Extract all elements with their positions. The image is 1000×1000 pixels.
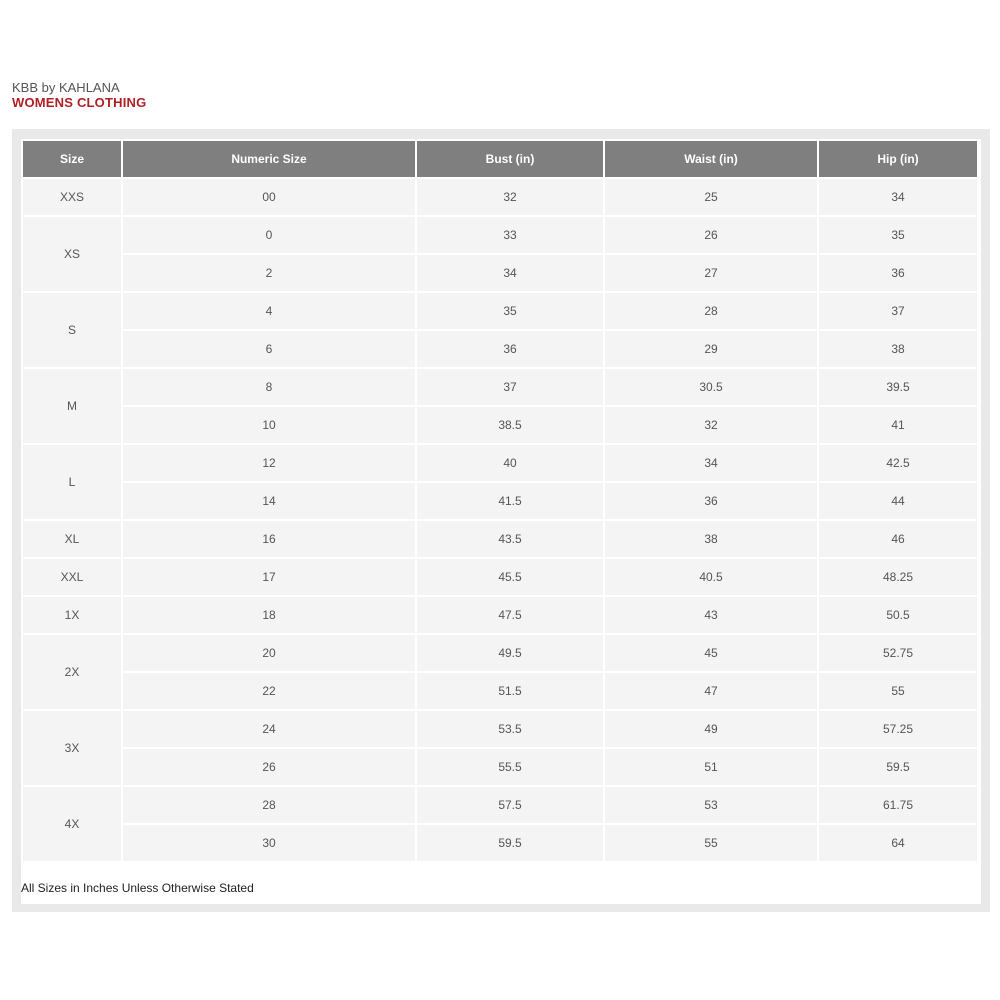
- waist-cell: 45: [605, 635, 817, 671]
- table-row: [23, 673, 977, 709]
- waist-cell: 34: [605, 445, 817, 481]
- bust-cell: 51.5: [417, 673, 603, 709]
- table-row: [23, 559, 977, 595]
- size-label-cell: 2X: [23, 635, 121, 709]
- size-label-cell: XL: [23, 521, 121, 557]
- numeric-size-cell: 8: [123, 369, 415, 405]
- table-row: [23, 483, 977, 519]
- table-row: [23, 179, 977, 215]
- bust-cell: 36: [417, 331, 603, 367]
- numeric-size-cell: 16: [123, 521, 415, 557]
- table-row: [23, 749, 977, 785]
- waist-cell: 30.5: [605, 369, 817, 405]
- numeric-size-cell: 6: [123, 331, 415, 367]
- hip-cell: 55: [819, 673, 977, 709]
- numeric-size-cell: 24: [123, 711, 415, 747]
- waist-cell: 26: [605, 217, 817, 253]
- bust-cell: 34: [417, 255, 603, 291]
- numeric-size-cell: 17: [123, 559, 415, 595]
- table-row: [23, 635, 977, 671]
- numeric-size-cell: 2: [123, 255, 415, 291]
- waist-cell: 36: [605, 483, 817, 519]
- hip-cell: 42.5: [819, 445, 977, 481]
- bust-cell: 37: [417, 369, 603, 405]
- table-row: [23, 407, 977, 443]
- bust-cell: 38.5: [417, 407, 603, 443]
- bust-cell: 53.5: [417, 711, 603, 747]
- size-label-cell: 4X: [23, 787, 121, 861]
- hip-cell: 59.5: [819, 749, 977, 785]
- bust-cell: 33: [417, 217, 603, 253]
- numeric-size-cell: 4: [123, 293, 415, 329]
- numeric-size-cell: 28: [123, 787, 415, 823]
- hip-cell: 50.5: [819, 597, 977, 633]
- table-row: [23, 597, 977, 633]
- waist-cell: 38: [605, 521, 817, 557]
- waist-cell: 49: [605, 711, 817, 747]
- table-row: [23, 445, 977, 481]
- size-label-cell: M: [23, 369, 121, 443]
- hip-cell: 38: [819, 331, 977, 367]
- bust-cell: 55.5: [417, 749, 603, 785]
- column-header-size: Size: [23, 141, 121, 177]
- size-chart-panel: [12, 129, 990, 912]
- column-header-bust: Bust (in): [417, 141, 603, 177]
- bust-cell: 45.5: [417, 559, 603, 595]
- table-row: [23, 787, 977, 823]
- bust-cell: 59.5: [417, 825, 603, 861]
- bust-cell: 49.5: [417, 635, 603, 671]
- hip-cell: 46: [819, 521, 977, 557]
- table-row: [23, 711, 977, 747]
- category-title: WOMENS CLOTHING: [12, 95, 147, 110]
- numeric-size-cell: 14: [123, 483, 415, 519]
- table-row: [23, 293, 977, 329]
- hip-cell: 44: [819, 483, 977, 519]
- size-chart-container: [21, 139, 981, 904]
- numeric-size-cell: 26: [123, 749, 415, 785]
- column-header-hip: Hip (in): [819, 141, 977, 177]
- table-row: [23, 255, 977, 291]
- footnote: All Sizes in Inches Unless Otherwise Stated: [21, 881, 254, 895]
- size-label-cell: XXS: [23, 179, 121, 215]
- table-row: [23, 825, 977, 861]
- table-body: [23, 179, 977, 861]
- hip-cell: 35: [819, 217, 977, 253]
- waist-cell: 27: [605, 255, 817, 291]
- size-table: [21, 139, 979, 863]
- size-label-cell: S: [23, 293, 121, 367]
- waist-cell: 47: [605, 673, 817, 709]
- brand-name: KBB by KAHLANA: [12, 80, 120, 95]
- numeric-size-cell: 22: [123, 673, 415, 709]
- hip-cell: 41: [819, 407, 977, 443]
- hip-cell: 36: [819, 255, 977, 291]
- size-label-cell: 3X: [23, 711, 121, 785]
- waist-cell: 53: [605, 787, 817, 823]
- waist-cell: 32: [605, 407, 817, 443]
- bust-cell: 40: [417, 445, 603, 481]
- waist-cell: 51: [605, 749, 817, 785]
- table-row: [23, 217, 977, 253]
- numeric-size-cell: 00: [123, 179, 415, 215]
- size-label-cell: XS: [23, 217, 121, 291]
- hip-cell: 39.5: [819, 369, 977, 405]
- table-row: [23, 331, 977, 367]
- hip-cell: 61.75: [819, 787, 977, 823]
- bust-cell: 41.5: [417, 483, 603, 519]
- column-header-waist: Waist (in): [605, 141, 817, 177]
- waist-cell: 25: [605, 179, 817, 215]
- numeric-size-cell: 30: [123, 825, 415, 861]
- waist-cell: 55: [605, 825, 817, 861]
- waist-cell: 28: [605, 293, 817, 329]
- bust-cell: 32: [417, 179, 603, 215]
- hip-cell: 34: [819, 179, 977, 215]
- numeric-size-cell: 10: [123, 407, 415, 443]
- size-label-cell: 1X: [23, 597, 121, 633]
- size-label-cell: XXL: [23, 559, 121, 595]
- size-label-cell: L: [23, 445, 121, 519]
- numeric-size-cell: 18: [123, 597, 415, 633]
- bust-cell: 35: [417, 293, 603, 329]
- table-header-row: [23, 141, 977, 177]
- waist-cell: 29: [605, 331, 817, 367]
- numeric-size-cell: 0: [123, 217, 415, 253]
- bust-cell: 47.5: [417, 597, 603, 633]
- numeric-size-cell: 12: [123, 445, 415, 481]
- waist-cell: 43: [605, 597, 817, 633]
- waist-cell: 40.5: [605, 559, 817, 595]
- hip-cell: 37: [819, 293, 977, 329]
- bust-cell: 57.5: [417, 787, 603, 823]
- hip-cell: 48.25: [819, 559, 977, 595]
- table-row: [23, 521, 977, 557]
- hip-cell: 52.75: [819, 635, 977, 671]
- column-header-numeric-size: Numeric Size: [123, 141, 415, 177]
- hip-cell: 57.25: [819, 711, 977, 747]
- numeric-size-cell: 20: [123, 635, 415, 671]
- table-row: [23, 369, 977, 405]
- hip-cell: 64: [819, 825, 977, 861]
- bust-cell: 43.5: [417, 521, 603, 557]
